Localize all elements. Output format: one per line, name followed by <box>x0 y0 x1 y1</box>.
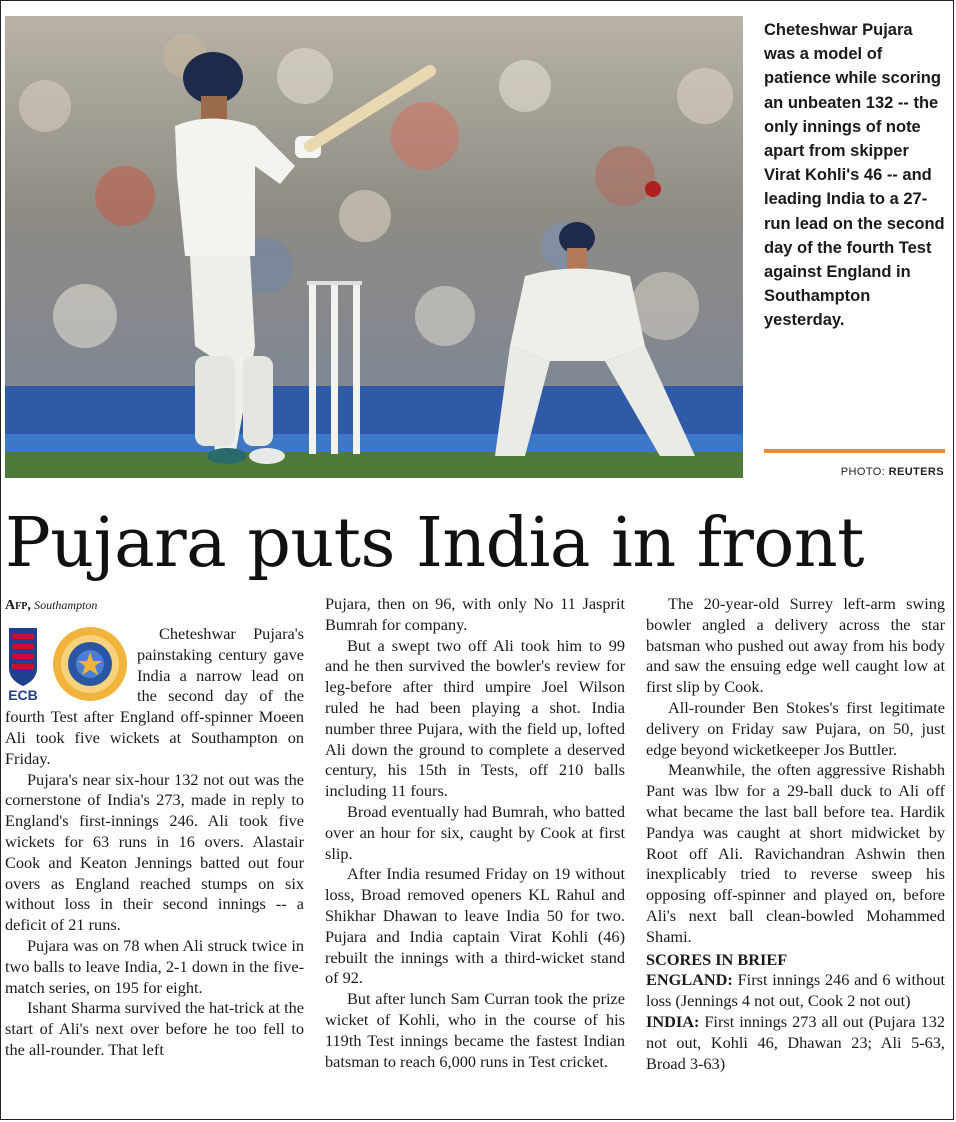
credit-label: PHOTO: <box>840 466 886 478</box>
india-score-text: First innings 273 all out (Pujara 132 not out, Kohli 46, Dhawan 23; Ali 5-63, Broad 3-63) <box>646 1011 945 1073</box>
photo-caption: Cheteshwar Pujara was a model of patience while scoring an unbeaten 132 -- the only innings of note apart from skipper Virat Kohli's 46 -- and leading India to a 27-run lead on the second day of the fourth Test against England in Southampton yesterday. <box>764 21 945 330</box>
ecb-bcci-logos <box>5 624 133 704</box>
paragraph: Cheteshwar Pujara's painstaking century gave India a narrow lead on the second day of the fourth Test after England off-spinner Moeen Ali took five wickets at Southampton on Friday. <box>5 624 304 768</box>
ecb-logo-icon <box>8 628 38 703</box>
paragraph: Ishant Sharma survived the hat-trick at the start of Ali's next over before he too fell to the all-rounder. That left <box>5 998 304 1059</box>
paragraph: But a swept two off Ali took him to 99 and he then survived the bowler's review for leg-before after third umpire Joel Wilson ruled he had been playing a shot. India number three Pujara, with the field up, lofted Ali down the ground to complete a deserved century, his 15th in Tests, off 210 balls including 11 fours. <box>325 635 625 801</box>
cricket-photo-illustration <box>5 16 743 478</box>
paragraph: Broad eventually had Bumrah, who batted over an hour for six, caught by Cook at first slip. <box>325 801 625 863</box>
credit-source: REUTERS <box>888 466 944 478</box>
paragraph: The 20-year-old Surrey left-arm swing bowler angled a delivery across the star batsman who pushed out away from his body and saw the ensuing edge well caught low at first slip by Cook. <box>646 594 945 697</box>
byline <box>5 594 304 617</box>
byline-location: Southampton <box>34 598 98 612</box>
paragraph: All-rounder Ben Stokes's first legitimate delivery on Friday saw Pujara, on 50, just edge beyond wicketkeeper Jos Buttler. <box>646 697 945 759</box>
team-logos <box>5 624 133 704</box>
paragraph: Pujara was on 78 when Ali struck twice in two balls to leave India, 2-1 down in the five-match series, on 195 for eight. <box>5 935 304 997</box>
bcci-logo-icon <box>53 627 127 701</box>
headline: Pujara puts India in front <box>5 504 864 583</box>
india-score <box>646 1012 945 1074</box>
paragraph: But after lunch Sam Curran took the prize wicket of Kohli, who in the course of his 119th Test innings became the fastest Indian batsman to reach 6,000 runs in Test cricket. <box>325 989 625 1071</box>
paragraph: Pujara, then on 96, with only No 11 Jasprit Bumrah for company. <box>325 594 625 634</box>
paragraph: After India resumed Friday on 19 without loss, Broad removed openers KL Rahul and Shikhar Dhawan to leave India 50 for two. Pujara and India captain Virat Kohli (46) rebuilt the innings with a third-wicket stand of 92. <box>325 864 625 988</box>
scores-heading: SCORES IN BRIEF <box>646 949 788 969</box>
photo-credit <box>841 466 944 478</box>
article-column-2 <box>325 594 625 1072</box>
paragraph: Meanwhile, the often aggressive Rishabh Pant was lbw for a 29-ball duck to Ali off what became the last ball before tea. Hardik Pandya was caught at short midwicket by Root off Ali. Ravichandran Ashwin then inexplicably tried to reverse sweep his opposing off-spinner and played on, before Ali's next ball clean-bowled Mohammed Shami. <box>646 760 945 946</box>
article-column-1 <box>5 594 304 1061</box>
ecb-text: ECB <box>8 687 38 703</box>
paragraph: Pujara's near six-hour 132 not out was the cornerstone of India's 273, made in reply to England's first-innings 246. Ali took five wickets for 63 runs in 16 overs. Alastair Cook and Keaton Jennings batted out four overs as England reached stumps on six without loss in their second innings -- a deficit of 21 runs. <box>5 769 304 935</box>
stumps <box>307 281 362 454</box>
article-column-3 <box>646 594 945 1074</box>
england-label: ENGLAND: <box>646 970 733 990</box>
england-score-text: First innings 246 and 6 without loss (Jennings 4 not out, Cook 2 not out) <box>646 970 945 1011</box>
news-photo <box>5 16 743 478</box>
india-label: INDIA: <box>646 1011 700 1031</box>
england-score <box>646 970 945 1012</box>
byline-agency: Afp, <box>5 598 31 613</box>
ball <box>645 181 661 197</box>
accent-rule <box>764 449 945 453</box>
